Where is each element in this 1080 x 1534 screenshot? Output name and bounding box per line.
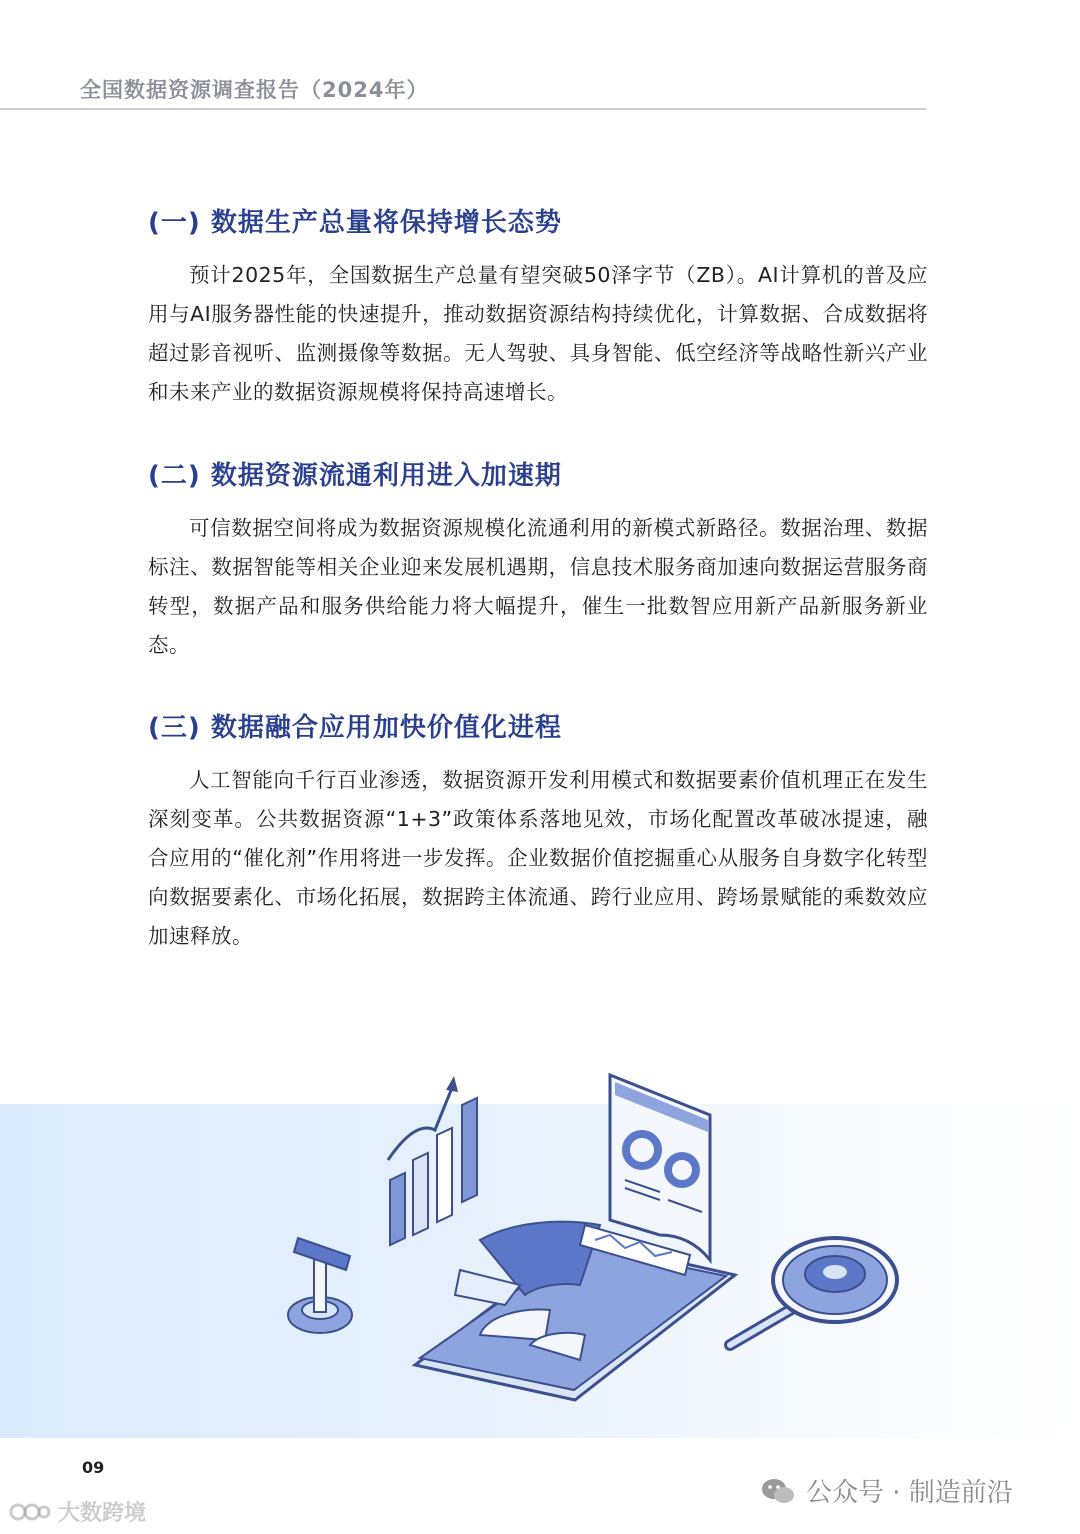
header-divider xyxy=(0,108,926,110)
section-body-3: 人工智能向千行百业渗透，数据资源开发利用模式和数据要素价值机理正在发生深刻变革。公共数据资源“1+3”政策体系落地见效，市场化配置改革破冰提速，融合应用的“催化剂”作用将进一步发挥。企业数据价值挖掘重心从服务自身数字化转型向数据要素化、市场化拓展，数据跨主体流通、跨行业应用、跨场景赋能的乘数效应加速释放。 xyxy=(148,768,928,948)
gear-tool-icon xyxy=(288,1238,352,1333)
document-icon xyxy=(580,1075,710,1275)
wechat-label: 公众号 · 制造前沿 xyxy=(806,1478,1013,1508)
section-body-2: 可信数据空间将成为数据资源规模化流通利用的新模式新路径。数据治理、数据标注、数据智能等相关企业迎来发展机遇期，信息技术服务商加速向数据运营服务商转型，数据产品和服务供给能力将大幅提升，催生一批数智应用新产品新服务新业态。 xyxy=(148,516,928,657)
section-title-1: (一) 数据生产总量将保持增长态势 xyxy=(148,208,562,238)
magnifier-icon xyxy=(730,1238,897,1345)
section-title-3: (三) 数据融合应用加快价值化进程 xyxy=(148,713,562,743)
wechat-account xyxy=(760,1472,1013,1509)
watermark xyxy=(8,1496,146,1527)
wechat-icon xyxy=(760,1476,796,1506)
page-number: 09 xyxy=(82,1458,105,1477)
watermark-logo-icon xyxy=(8,1500,52,1524)
header-title: 全国数据资源调查报告（2024年） xyxy=(80,78,429,102)
section-body-1: 预计2025年，全国数据生产总量有望突破50泽字节（ZB）。AI计算机的普及应用与AI服务器性能的快速提升，推动数据资源结构持续优化，计算数据、合成数据将超过影音视听、监测摄像等数据。无人驾驶、具身智能、低空经济等战略性新兴产业和未来产业的数据资源规模将保持高速增长。 xyxy=(148,263,928,404)
section-title-2: (二) 数据资源流通利用进入加速期 xyxy=(148,461,562,491)
watermark-text: 大数跨境 xyxy=(58,1501,147,1526)
data-illustration xyxy=(280,1060,920,1420)
bar-chart-icon xyxy=(388,1076,477,1245)
